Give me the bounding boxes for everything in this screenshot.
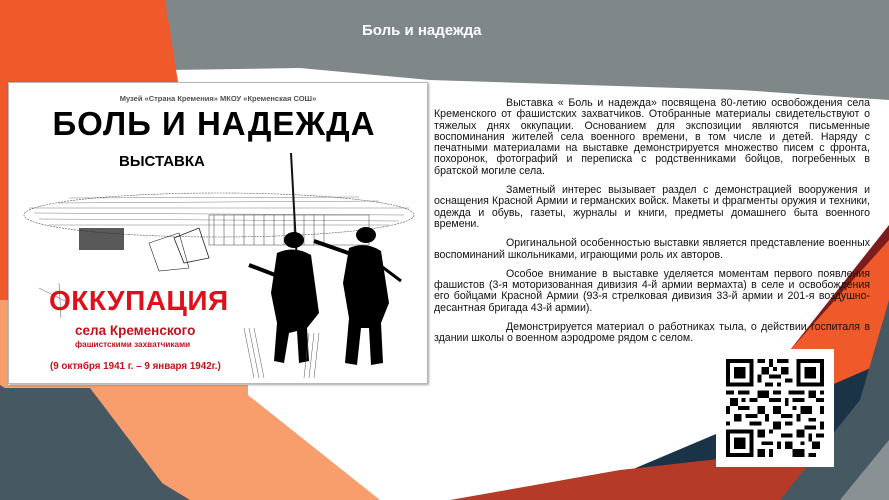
qr-code-icon (726, 359, 824, 457)
poster-dates: (9 октября 1941 г. – 9 января 1942г.) (50, 361, 221, 372)
paragraph-1: Выставка « Боль и надежда» посвящена 80-летию освобождения села Кременского от фашистских захватчиков. Отобранные материалы свидетельствуют о тяжелых днях оккупации. Основанием для экспозиции являются письменные воспоминания жителей села военного времени, в том числе и детей. Наряду с печатными материалами на выставке демонстрируется множество писем с фронта, похоронок, фотографий и переписка с родственниками бойцов, погребенных в братской могиле села. (434, 97, 870, 177)
slide-title: Боль и надежда (362, 22, 482, 39)
description-text (434, 98, 870, 353)
poster-red-headline: ОККУПАЦИЯ (49, 285, 229, 316)
poster-village-line: села Кременского (75, 323, 196, 338)
paragraph-4: Особое внимание в выставке уделяется моментам первого появления фашистов (3-я моторизованная дивизия 4-й армии вермахта) в селе и освобождения его бойцами Красной Армии (93-я стрелковая дивизия 33-й армии и 201-я воздушно-десантная бригада 43-й армии). (434, 267, 870, 314)
paragraph-5: Демонстрируется материал о работниках тыла, о действии госпиталя в здании школы о военном аэродроме рядом с селом. (434, 321, 870, 345)
exhibition-poster (8, 82, 428, 384)
poster-museum-line: Музей «Страна Кремения» МКОУ «Кременская СОШ» (119, 94, 317, 103)
poster-subheadline: ВЫСТАВКА (119, 153, 205, 170)
village-sketch-image (9, 153, 427, 381)
paragraph-3: Оригинальной особенностью выставки является представление военных воспоминаний школьниками, играющими роль их авторов. (434, 237, 870, 261)
orange-left-shape (0, 0, 178, 82)
poster-headline: БОЛЬ И НАДЕЖДА (52, 105, 376, 142)
qr-code[interactable] (716, 349, 834, 467)
paragraph-2: Заметный интерес вызывает раздел с демонстрацией вооружения и оснащения Красной Армии и германских войск. Макеты и фрагменты оружия и техники, одежда и обувь, газеты, журналы и книги, предметы домашнего быта военного времени. (434, 184, 870, 230)
poster-invaders-line: фашистскими захватчиками (75, 340, 191, 349)
